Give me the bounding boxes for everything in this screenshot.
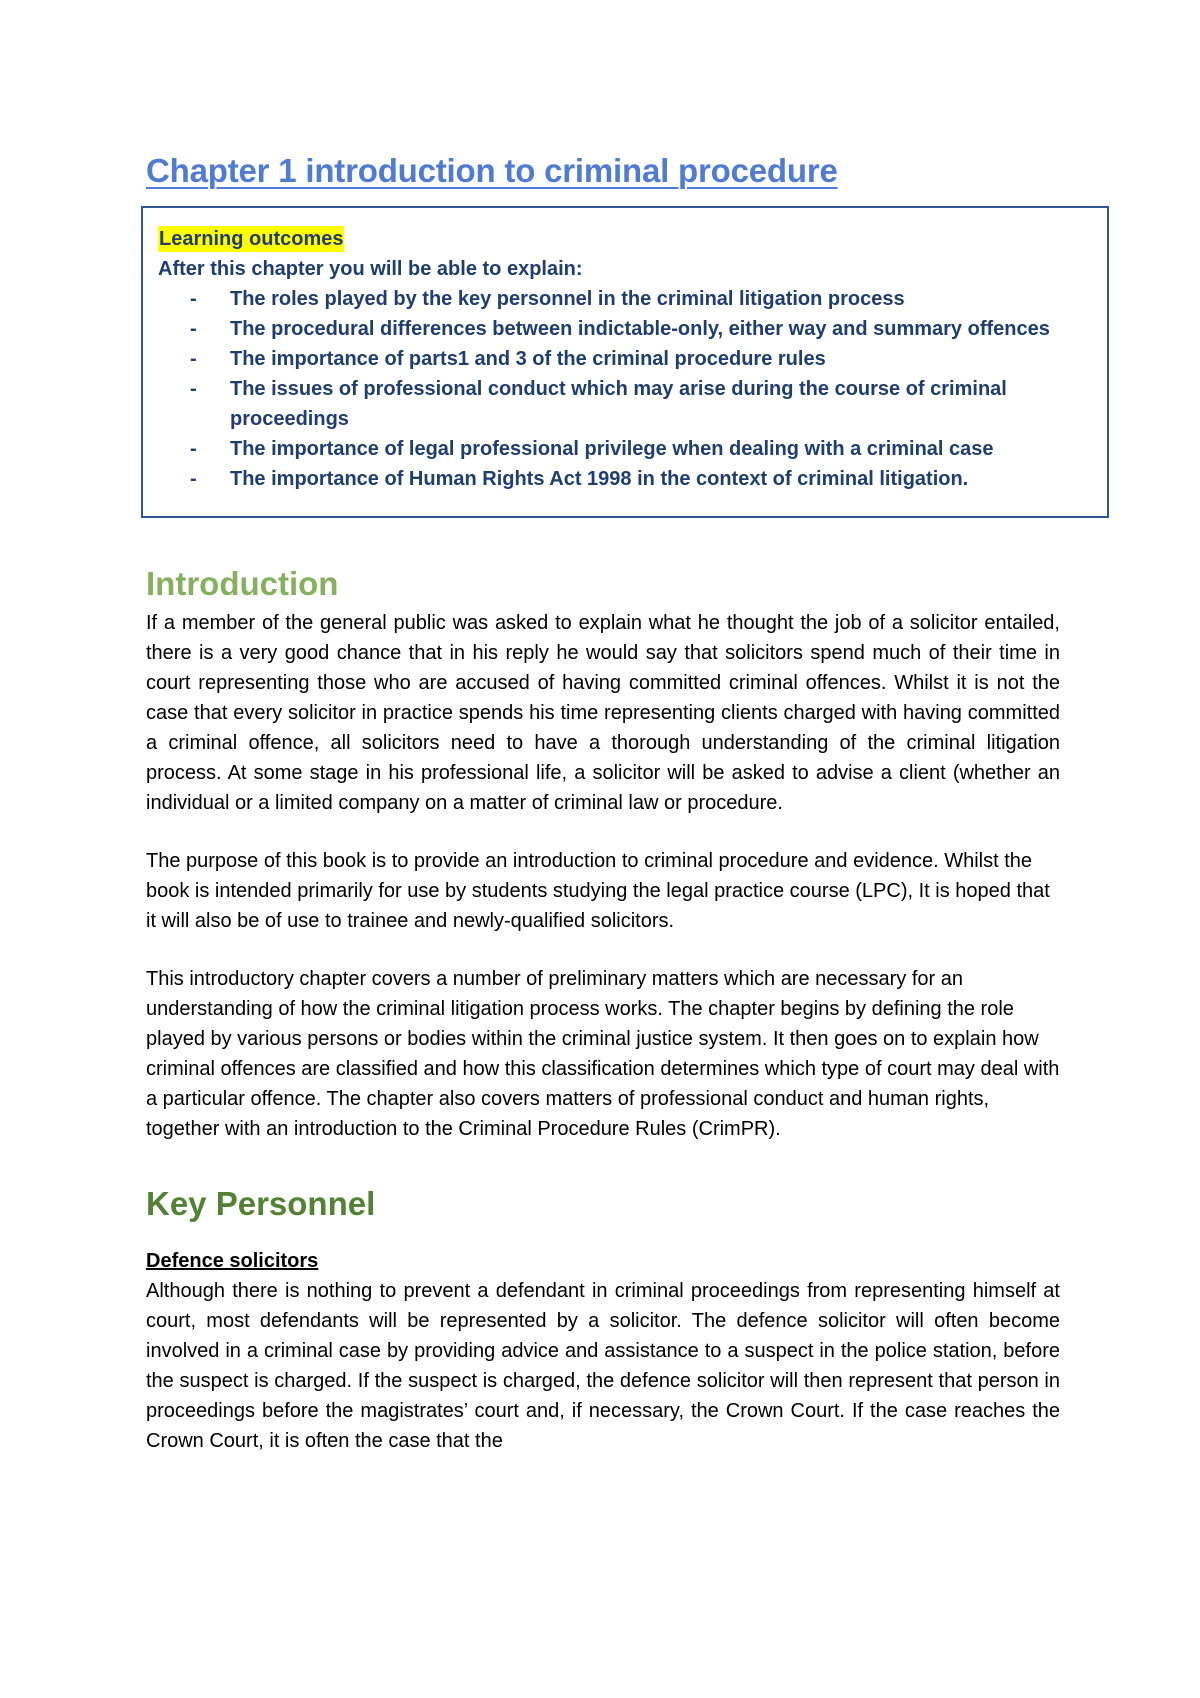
dash-bullet: - xyxy=(190,438,197,460)
introduction-paragraph-3: This introductory chapter covers a number of preliminary matters which are necessary for an understanding of how the criminal litigation process works. The chapter begins by defining the role played by various persons or bodies within the criminal justice system. It then goes on to explain how criminal offences are classified and how this classification determines which type of court may deal with a particular offence. The chapter also covers matters of professional conduct and human rights, together with an introduction to the Criminal Procedure Rules (CrimPR). xyxy=(146,968,1060,1140)
list-item xyxy=(158,374,1087,434)
chapter-title: Chapter 1 introduction to criminal procedure xyxy=(146,152,838,189)
list-item-text: The importance of Human Rights Act 1998 in the context of criminal litigation. xyxy=(230,468,969,490)
list-item-text: The issues of professional conduct which may arise during the course of criminal proceedings xyxy=(230,378,1007,430)
key-personnel-heading: Key Personnel xyxy=(146,1185,376,1222)
introduction-heading: Introduction xyxy=(146,565,339,602)
dash-bullet: - xyxy=(190,288,197,310)
learning-outcomes-list xyxy=(158,284,1087,494)
list-item xyxy=(158,314,1087,344)
dash-bullet: - xyxy=(190,468,197,490)
defence-solicitors-subheading: Defence solicitors xyxy=(146,1250,319,1272)
list-item-text: The procedural differences between indictable-only, either way and summary offences xyxy=(230,318,1050,340)
dash-bullet: - xyxy=(190,348,197,370)
list-item xyxy=(158,284,1087,314)
learning-outcomes-intro: After this chapter you will be able to explain: xyxy=(158,258,583,280)
dash-bullet: - xyxy=(190,318,197,340)
defence-solicitors-paragraph: Although there is nothing to prevent a defendant in criminal proceedings from representing himself at court, most defendants will be represented by a solicitor. The defence solicitor will often become involved in a criminal case by providing advice and assistance to a suspect in the police station, before the suspect is charged. If the suspect is charged, the defence solicitor will then represent that person in proceedings before the magistrates’ court and, if necessary, the Crown Court. If the case reaches the Crown Court, it is often the case that the xyxy=(146,1280,1060,1452)
list-item-text: The importance of legal professional privilege when dealing with a criminal case xyxy=(230,438,994,460)
list-item xyxy=(158,434,1087,464)
dash-bullet: - xyxy=(190,378,197,400)
learning-outcomes-box xyxy=(141,206,1109,518)
introduction-paragraph-2: The purpose of this book is to provide an introduction to criminal procedure and evidence. Whilst the book is intended primarily for use by students studying the legal practice course (LPC), It is hoped that it will also be of use to trainee and newly-qualified solicitors. xyxy=(146,850,1050,932)
learning-outcomes-heading: Learning outcomes xyxy=(159,228,344,250)
list-item-text: The roles played by the key personnel in the criminal litigation process xyxy=(230,288,905,310)
introduction-paragraph-1: If a member of the general public was asked to explain what he thought the job of a solicitor entailed, there is a very good chance that in his reply he would say that solicitors spend much of their time in court representing those who are accused of having committed criminal offences. Whilst it is not the case that every solicitor in practice spends his time representing clients charged with having committed a criminal offence, all solicitors need to have a thorough understanding of the criminal litigation process. At some stage in his professional life, a solicitor will be asked to advise a client (whether an individual or a limited company on a matter of criminal law or procedure. xyxy=(146,612,1060,814)
list-item xyxy=(158,464,1087,494)
list-item-text: The importance of parts1 and 3 of the criminal procedure rules xyxy=(230,348,826,370)
list-item xyxy=(158,344,1087,374)
